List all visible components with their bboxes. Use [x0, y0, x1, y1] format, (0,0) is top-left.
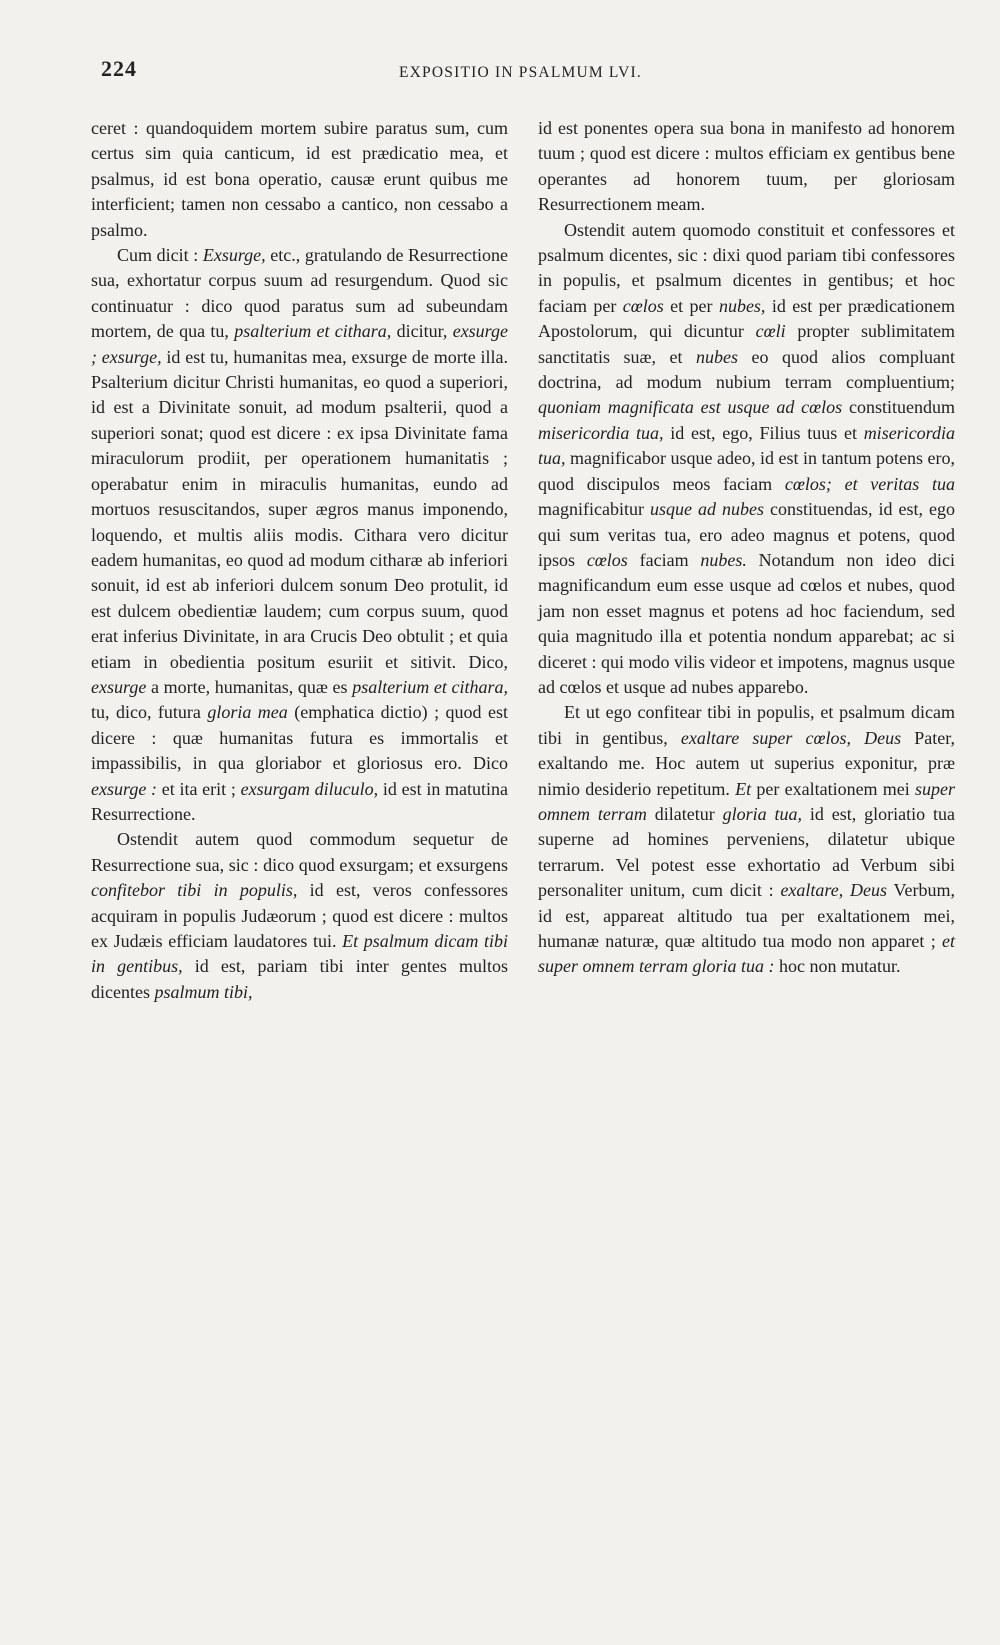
text-run: id est, veros confessores acquiram in populis Judæorum ; quod est dicere : multos ex Judæis efficiam laudatores tui. [91, 880, 508, 951]
text-run: a morte, humanitas, quæ es [146, 676, 353, 697]
text-run: dicitur, [391, 321, 453, 342]
left-column [91, 116, 508, 1005]
italic-run: exsurge ; exsurge, [91, 321, 509, 367]
text-run: Verbum, id est, appareat altitudo tua per exaltationem mei, humanæ naturæ, quæ altitudo tua modo non apparet ; [538, 880, 956, 951]
italic-run: exsurgam diluculo, [240, 778, 379, 799]
italic-run: super omnem terram [538, 778, 956, 824]
text-run: dilatetur [646, 803, 723, 824]
text-run: tu, dico, futura [91, 702, 208, 723]
text-run: magnificabitur [538, 499, 650, 520]
italic-run: gloria tua, [722, 803, 802, 824]
text-run: Et ut ego confitear tibi in populis, et psalmum dicam tibi in gentibus, [538, 702, 955, 748]
italic-run: cœlos [622, 295, 664, 316]
italic-run: nubes, [718, 295, 766, 316]
italic-run: misericordia tua, [538, 422, 664, 443]
italic-run: confitebor tibi in populis, [91, 880, 298, 901]
running-title: EXPOSITIO IN PSALMUM LVI. [399, 64, 642, 81]
text-run: et ita erit ; [157, 778, 241, 799]
text-run: propter sublimitatem sanctitatis suæ, et [538, 321, 955, 367]
italic-run: nubes [696, 346, 739, 367]
text-run: eo quod alios compluant doctrina, ad modum nubium terram compluentium; [538, 346, 956, 393]
text-run: id est, pariam tibi inter gentes multos dicentes [91, 956, 509, 1002]
text-run: id est ponentes opera sua bona in manifesto ad honorem tuum ; quod est dicere : multos efficiam ex gentibus bene operantes ad honorem tuum, per gloriosam Resurrectionem meam. [538, 118, 955, 215]
text-run: Cum dicit : [117, 245, 203, 266]
italic-run: gloria mea [207, 702, 288, 723]
italic-run: exaltare, Deus [780, 880, 888, 901]
italic-run: et super omnem terram gloria tua : [538, 931, 955, 977]
text-run: faciam [627, 549, 701, 570]
page-number: 224 [101, 56, 137, 81]
text-run: (emphatica dictio) ; quod est dicere : quæ humanitas futura es immortalis et impassibilis, in qua gloriabor et gloriosus ero. Dico [91, 702, 508, 774]
right-paragraph-1 [538, 116, 955, 218]
text-run: id est in matutina Resurrectione. [91, 778, 509, 824]
italic-run: cœlos [586, 549, 628, 570]
italic-run: exaltare super cœlos, Deus [680, 727, 902, 748]
text-run: ceret : quandoquidem mortem subire paratus sum, cum certus sim quia canticum, id est prædicatio mea, et psalmus, id est bona operatio, causæ erunt quibus me interficient; tamen non cessabo a cantico, non cessabo a psalmo. [91, 118, 508, 240]
italic-run: Et [735, 778, 752, 799]
right-paragraph-3 [538, 700, 955, 979]
text-run: id est per prædicationem Apostolorum, qui dicuntur [538, 295, 955, 342]
italic-run: quoniam magnificata est usque ad cœlos [538, 397, 843, 418]
italic-run: Exsurge, [202, 245, 266, 266]
right-column [538, 116, 955, 980]
text-run: Notandum non ideo dici magnificandum eum esse usque ad cœlos et nubes, quod jam non esset magnus et potens ad hoc faciendum, sed quia magnitudo illa et potentia nondum apparebat; ac si diceret : qui modo vilis videor et impotens, magnus usque ad cœlos et usque ad nubes apparebo. [538, 549, 955, 697]
italic-run: nubes. [700, 549, 747, 570]
text-run: Ostendit autem quod commodum sequetur de Resurrectione sua, sic : dico quod exsurgam; et exsurgens [91, 829, 508, 875]
text-run: constituendas, id est, ego qui sum veritas tua, ero adeo magnus et potens, quod ipsos [538, 499, 956, 570]
italic-run: psalterium et cithara, [234, 321, 392, 342]
text-run: per exaltationem mei [751, 778, 916, 799]
italic-run: usque ad nubes [649, 499, 764, 520]
text-run: id est, gloriatio tua superne ad homines perveniens, dilatetur ubique terrarum. Vel potest esse exhortatio ad Verbum sibi personaliter unitum, cum dicit : [538, 803, 955, 901]
left-paragraph-3 [91, 827, 508, 1005]
italic-run: misericordia tua, [538, 422, 956, 469]
italic-run: psalmum tibi, [154, 981, 253, 1002]
text-run: id est, ego, Filius tuus et [663, 422, 864, 443]
italic-run: cœli [755, 321, 786, 342]
right-paragraph-2 [538, 218, 955, 701]
italic-run: psalterium et cithara, [352, 676, 508, 697]
left-paragraph-1 [91, 116, 508, 243]
left-paragraph-2 [91, 243, 508, 827]
italic-run: cœlos; et veritas tua [784, 473, 955, 494]
italic-run: exsurge [91, 676, 147, 697]
italic-run: Et psalmum dicam tibi in gentibus, [91, 931, 508, 977]
text-run: magnificabor usque adeo, id est in tantum potens ero, quod discipulos meos faciam [538, 448, 955, 494]
text-run: Pater, exaltando me. Hoc autem ut superius exponitur, præ nimio desiderio repetitum. [538, 727, 956, 799]
italic-run: exsurge : [91, 778, 158, 799]
show-through-decoration [91, 1205, 508, 1645]
text-run: constituendum [842, 397, 955, 418]
text-run: etc., gratulando de Resurrectione sua, exhortatur corpus suum ad resurgendum. Quod sic continuatur : dico quod paratus sum ad subeundam mortem, de qua tu, [91, 245, 508, 342]
text-run: id est tu, humanitas mea, exsurge de morte illa. Psalterium dicitur Christi humanitas, eo quod a superiori, id est a Divinitate sonuit, ad modum psalterii, quod a superiori sonat; quod est dicere : ex ipsa Divinitate fama miraculorum prodiit, per operationem humanitatis ; operabatur enim in miraculis humanitas, eundo ad mortuos resuscitandos, super ægros manus imponendo, loquendo, et multis aliis modis. Cithara vero dicitur eadem humanitas, eo quod ad modum citharæ ab inferiori sonuit, id est ab inferiori dulcem sonum Deo protulit, id est dulcem obedientiæ laudem; cum corpus suum, quod erat inferius Divinitate, in ara Crucis Deo obtulit ; et quia etiam in obedientia positum esuriit et sitivit. Dico, [91, 346, 508, 672]
text-run: hoc non mutatur. [774, 956, 901, 977]
text-run: et per [663, 295, 719, 316]
text-run: Ostendit autem quomodo constituit et confessores et psalmum dicentes, sic : dixi quod pariam tibi confessores in populis, et psalmum dicentes in gentibus; et hoc faciam per [538, 219, 955, 316]
